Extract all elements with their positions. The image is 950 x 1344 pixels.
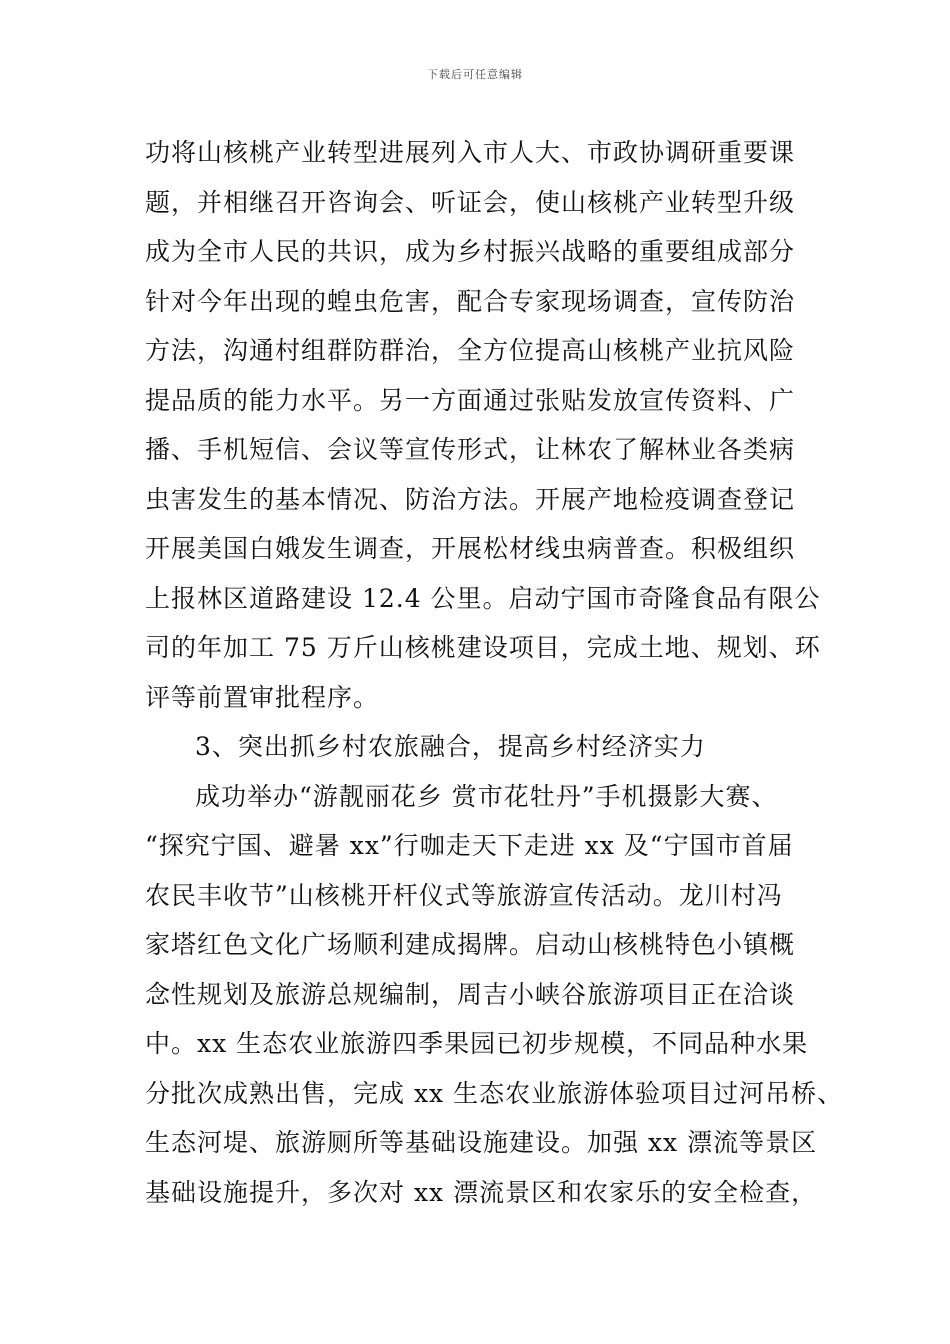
text-line: 评等前置审批程序。: [145, 682, 380, 712]
text-line: 农民丰收节”山核桃开杆仪式等旅游宣传活动。龙川村冯: [145, 880, 783, 910]
text-line: 题，并相继召开咨询会、听证会，使山核桃产业转型升级: [145, 187, 796, 217]
text-line: 针对今年出现的蝗虫危害，配合专家现场调查，宣传防治: [145, 286, 796, 316]
text-line: 念性规划及旅游总规编制，周吉小峡谷旅游项目正在洽谈: [145, 979, 796, 1009]
text-line: 中。xx 生态农业旅游四季果园已初步规模，不同品种水果: [145, 1029, 809, 1058]
text-line: 分批次成熟出售，完成 xx 生态农业旅游体验项目过河吊桥、: [145, 1078, 844, 1108]
text-line: 播、手机短信、会议等宣传形式，让林农了解林业各类病: [145, 435, 796, 464]
text-line: 提品质的能力水平。另一方面通过张贴发放宣传资料、广: [145, 385, 796, 415]
text-line: 家塔红色文化广场顺利建成揭牌。启动山核桃特色小镇概: [145, 930, 796, 959]
page-header: 下载后可任意编辑: [427, 68, 523, 81]
section-heading: 3、突出抓乡村农旅融合，提高乡村经济实力: [195, 732, 706, 761]
text-line: 生态河堤、旅游厕所等基础设施建设。加强 xx 漂流等景区: [145, 1128, 818, 1157]
text-line: 虫害发生的基本情况、防治方法。开展产地检疫调查登记: [145, 484, 796, 514]
text-line: 成为全市人民的共识，成为乡村振兴战略的重要组成部分: [145, 237, 796, 266]
text-line: 基础设施提升，多次对 xx 漂流景区和农家乐的安全检查，: [145, 1177, 818, 1207]
text-line: 司的年加工 75 万斤山核桃建设项目，完成土地、规划、环: [145, 633, 821, 662]
text-line: 功将山核桃产业转型进展列入市人大、市政协调研重要课: [145, 138, 796, 167]
text-line: 方法，沟通村组群防群治，全方位提高山核桃产业抗风险: [145, 336, 796, 365]
document-body: [145, 128, 844, 1217]
paragraph-first-line: 成功举办“游靓丽花乡 赏市花牡丹”手机摄影大赛、: [195, 781, 778, 811]
text-line: 上报林区道路建设 12.4 公里。启动宁国市奇隆食品有限公: [145, 583, 821, 613]
text-line: 开展美国白娥发生调查，开展松材线虫病普查。积极组织: [145, 534, 796, 563]
text-line: “探究宁国、避暑 xx”行咖走天下走进 xx 及“宁国市首届: [145, 831, 794, 860]
